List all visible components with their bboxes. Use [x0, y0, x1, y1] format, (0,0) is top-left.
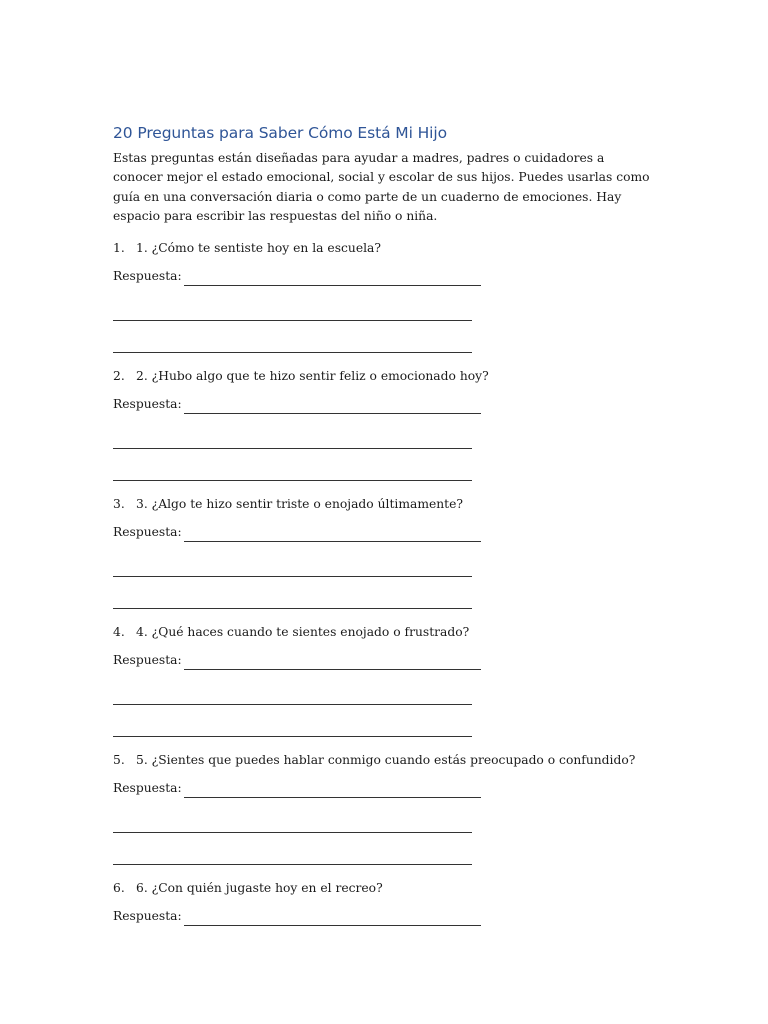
question-block — [113, 750, 673, 795]
question-label: 1. ¿Cómo te sentiste hoy en la escuela? — [136, 241, 381, 255]
question-number: 2. — [113, 369, 125, 383]
answer-row — [113, 778, 481, 798]
question-number: 1. — [113, 241, 125, 255]
answer-row — [113, 394, 481, 414]
answer-label: Respuesta: — [113, 269, 182, 283]
answer-row — [113, 906, 481, 926]
question-label: 2. ¿Hubo algo que te hizo sentir feliz o emocionado hoy? — [136, 369, 489, 383]
blank-answer-line[interactable] — [113, 320, 472, 321]
answer-line[interactable] — [184, 271, 481, 286]
blank-answer-line[interactable] — [113, 608, 472, 609]
question-block — [113, 622, 673, 667]
question-block — [113, 878, 673, 923]
answer-line[interactable] — [184, 527, 481, 542]
blank-answer-line[interactable] — [113, 736, 472, 737]
question-text — [113, 878, 673, 898]
question-block — [113, 366, 673, 411]
answer-row — [113, 650, 481, 670]
question-number: 6. — [113, 881, 125, 895]
blank-answer-line[interactable] — [113, 864, 472, 865]
blank-answer-line[interactable] — [113, 704, 472, 705]
question-text — [113, 750, 673, 770]
question-label: 6. ¿Con quién jugaste hoy en el recreo? — [136, 881, 383, 895]
answer-label: Respuesta: — [113, 653, 182, 667]
question-block — [113, 238, 673, 283]
blank-answer-line[interactable] — [113, 352, 472, 353]
answer-label: Respuesta: — [113, 397, 182, 411]
document-title: 20 Preguntas para Saber Cómo Está Mi Hijo — [113, 124, 447, 142]
answer-row — [113, 266, 481, 286]
answer-line[interactable] — [184, 911, 481, 926]
question-text — [113, 238, 673, 258]
answer-label: Respuesta: — [113, 781, 182, 795]
answer-label: Respuesta: — [113, 525, 182, 539]
blank-answer-line[interactable] — [113, 448, 472, 449]
blank-answer-line[interactable] — [113, 832, 472, 833]
question-label: 3. ¿Algo te hizo sentir triste o enojado últimamente? — [136, 497, 463, 511]
blank-answer-line[interactable] — [113, 576, 472, 577]
answer-row — [113, 522, 481, 542]
question-label: 4. ¿Qué haces cuando te sientes enojado o frustrado? — [136, 625, 470, 639]
question-number: 4. — [113, 625, 125, 639]
intro-paragraph: Estas preguntas están diseñadas para ayudar a madres, padres o cuidadores a conocer mejor el estado emocional, social y escolar de sus hijos. Puedes usarlas como guía en una conversación diaria o como parte de un cuaderno de emociones. Hay espacio para escribir las respuestas del niño o niña. — [113, 151, 650, 224]
question-block — [113, 494, 673, 539]
question-text — [113, 494, 673, 514]
answer-line[interactable] — [184, 399, 481, 414]
answer-line[interactable] — [184, 655, 481, 670]
question-text — [113, 366, 673, 386]
answer-label: Respuesta: — [113, 909, 182, 923]
question-number: 3. — [113, 497, 125, 511]
answer-line[interactable] — [184, 783, 481, 798]
question-label: 5. ¿Sientes que puedes hablar conmigo cuando estás preocupado o confundido? — [136, 753, 636, 767]
question-text — [113, 622, 673, 642]
question-number: 5. — [113, 753, 125, 767]
blank-answer-line[interactable] — [113, 480, 472, 481]
